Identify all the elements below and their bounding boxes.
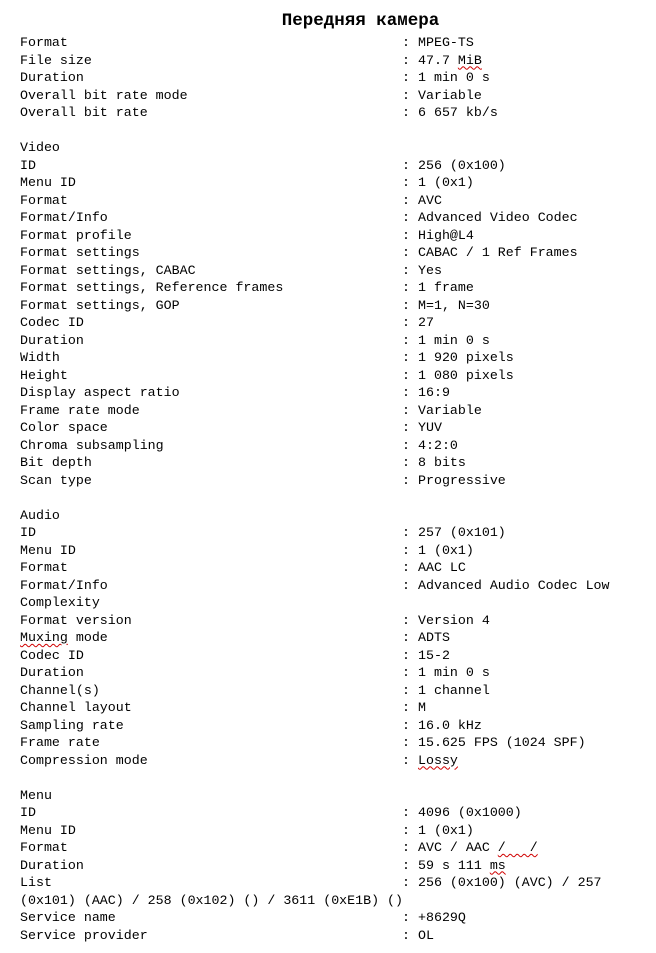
field-value: 1 min 0 s [418, 70, 490, 85]
field-key: Display aspect ratio [20, 385, 180, 400]
field-row-width [20, 349, 656, 367]
field-separator: : [402, 402, 410, 418]
field-value: Advanced Audio Codec Low [418, 577, 610, 593]
field-separator: : [402, 805, 410, 820]
field-row-compression-mode [20, 752, 656, 770]
field-value: 16.0 kHz [418, 717, 482, 733]
field-row-frame-rate-mode [20, 402, 656, 420]
field-key: Service provider [20, 927, 148, 943]
field-row-format-settings-reference-frames [20, 279, 656, 297]
field-row-duration [20, 857, 656, 875]
field-key: Menu ID [20, 542, 76, 558]
field-key: Scan type [20, 472, 92, 488]
field-row-frame-rate [20, 734, 656, 752]
field-value: 257 (0x101) [418, 525, 506, 540]
field-separator: : [402, 262, 410, 278]
field-key: ID [20, 157, 36, 173]
field-row-duration [20, 332, 656, 350]
field-row-duration [20, 69, 656, 87]
field-key: Format/Info [20, 577, 108, 593]
field-value: Yes [418, 262, 442, 278]
field-separator: : [402, 840, 410, 855]
field-value: 256 (0x100) (AVC) / 257 [418, 875, 602, 890]
field-value: 6 657 kb/s [418, 105, 498, 120]
media-info-document [20, 34, 656, 944]
field-row-sampling-rate [20, 717, 656, 735]
video-heading: Video [20, 140, 60, 155]
field-value: M=1, N=30 [418, 297, 490, 313]
menu-list-continuation: (0x101) (AAC) / 258 (0x102) () / 3611 (0xE1B) () [20, 892, 404, 908]
field-value: 16:9 [418, 385, 450, 400]
field-row-duration [20, 664, 656, 682]
field-value: CABAC / 1 Ref Frames [418, 245, 578, 260]
field-row-id [20, 524, 656, 542]
field-key: Format profile [20, 227, 132, 243]
field-row-overall-bit-rate [20, 104, 656, 122]
field-key: Width [20, 350, 60, 365]
field-row-format-info [20, 577, 656, 595]
field-separator: : [402, 210, 410, 225]
audio-section-b [20, 612, 656, 770]
field-key: Menu ID [20, 175, 76, 190]
field-row-id [20, 804, 656, 822]
field-separator: : [402, 280, 410, 295]
audio-heading: Audio [20, 507, 60, 523]
field-row-format [20, 34, 656, 52]
field-value: 1 min 0 s [418, 332, 490, 348]
field-value: Advanced Video Codec [418, 210, 578, 225]
field-separator: : [402, 105, 410, 120]
field-key: Overall bit rate [20, 105, 148, 120]
menu-section-a [20, 804, 656, 892]
field-key: Chroma subsampling [20, 437, 164, 453]
field-row-file-size [20, 52, 656, 70]
field-value: 1 (0x1) [418, 542, 474, 558]
field-value: Progressive [418, 472, 506, 488]
field-separator: : [402, 822, 410, 838]
field-separator: : [402, 175, 410, 190]
field-separator: : [402, 332, 410, 348]
field-key: Duration [20, 665, 84, 680]
field-key: Codec ID [20, 315, 84, 330]
field-row-scan-type [20, 472, 656, 490]
field-key: Bit depth [20, 455, 92, 470]
field-key: Format version [20, 612, 132, 628]
field-value: Lossy [418, 752, 458, 768]
field-value: OL [418, 927, 434, 943]
field-key: File size [20, 52, 92, 68]
field-key: Format [20, 840, 68, 855]
field-separator: : [402, 315, 410, 330]
field-separator: : [402, 700, 410, 715]
field-value: 8 bits [418, 455, 466, 470]
field-separator: : [402, 717, 410, 733]
field-separator: : [402, 70, 410, 85]
field-separator: : [402, 35, 410, 50]
field-row-codec-id [20, 314, 656, 332]
field-key: Overall bit rate mode [20, 87, 188, 103]
field-value: 1 min 0 s [418, 665, 490, 680]
audio-section-a [20, 524, 656, 594]
field-separator: : [402, 542, 410, 558]
field-value: 59 s 111 ms [418, 857, 506, 873]
field-key: Frame rate [20, 735, 100, 750]
field-separator: : [402, 577, 410, 593]
field-key: Sampling rate [20, 717, 124, 733]
field-value: 4096 (0x1000) [418, 805, 522, 820]
field-key: ID [20, 525, 36, 540]
field-key: Duration [20, 857, 84, 873]
field-row-format-profile [20, 227, 656, 245]
field-key: Channel(s) [20, 682, 100, 698]
field-key: Codec ID [20, 647, 84, 663]
field-row-format [20, 192, 656, 210]
field-separator: : [402, 157, 410, 173]
field-value: 1 920 pixels [418, 350, 514, 365]
field-row-overall-bit-rate-mode [20, 87, 656, 105]
field-row-format-settings [20, 244, 656, 262]
field-separator: : [402, 367, 410, 383]
field-row-chroma-subsampling [20, 437, 656, 455]
field-separator: : [402, 472, 410, 488]
field-value: 4:2:0 [418, 437, 458, 453]
field-key: Service name [20, 910, 116, 925]
field-key: Duration [20, 70, 84, 85]
field-key: Frame rate mode [20, 402, 140, 418]
audio-format-info-continuation: Complexity [20, 595, 100, 610]
field-key: Duration [20, 332, 84, 348]
field-key: Format settings [20, 245, 140, 260]
field-key: Format settings, Reference frames [20, 280, 284, 295]
field-value: High@L4 [418, 227, 474, 243]
field-value: AVC [418, 192, 442, 208]
field-separator: : [402, 630, 410, 645]
field-row-list [20, 874, 656, 892]
field-separator: : [402, 857, 410, 873]
field-key: Format [20, 192, 68, 208]
field-separator: : [402, 560, 410, 575]
field-row-service-name [20, 909, 656, 927]
field-row-menu-id [20, 174, 656, 192]
field-row-format [20, 559, 656, 577]
field-key: Format settings, CABAC [20, 262, 196, 278]
field-separator: : [402, 87, 410, 103]
field-separator: : [402, 612, 410, 628]
field-value: 27 [418, 315, 434, 330]
field-value: M [418, 700, 426, 715]
field-row-service-provider [20, 927, 656, 945]
field-row-height [20, 367, 656, 385]
field-value: 1 (0x1) [418, 822, 474, 838]
field-key: List [20, 875, 52, 890]
menu-heading: Menu [20, 787, 52, 803]
field-key: Height [20, 367, 68, 383]
field-separator: : [402, 682, 410, 698]
field-separator: : [402, 927, 410, 943]
field-key: Menu ID [20, 822, 76, 838]
field-separator: : [402, 455, 410, 470]
field-separator: : [402, 350, 410, 365]
field-separator: : [402, 525, 410, 540]
field-separator: : [402, 385, 410, 400]
field-value: YUV [418, 420, 442, 435]
field-row-format-info [20, 209, 656, 227]
field-value: Variable [418, 402, 482, 418]
field-separator: : [402, 665, 410, 680]
field-separator: : [402, 910, 410, 925]
field-row-color-space [20, 419, 656, 437]
field-value: 15.625 FPS (1024 SPF) [418, 735, 586, 750]
field-value: Version 4 [418, 612, 490, 628]
field-row-id [20, 157, 656, 175]
field-key: Format settings, GOP [20, 297, 180, 313]
field-value: 15-2 [418, 647, 450, 663]
field-separator: : [402, 192, 410, 208]
field-key: Format/Info [20, 210, 108, 225]
field-row-format-settings-gop [20, 297, 656, 315]
field-row-format-settings-cabac [20, 262, 656, 280]
field-key: Compression mode [20, 752, 148, 768]
field-value: 47.7 MiB [418, 52, 482, 68]
field-row-menu-id [20, 822, 656, 840]
field-row-channel-s [20, 682, 656, 700]
field-row-format-version [20, 612, 656, 630]
field-separator: : [402, 647, 410, 663]
field-key: Muxing mode [20, 630, 108, 645]
field-row-codec-id [20, 647, 656, 665]
field-separator: : [402, 52, 410, 68]
field-value: MPEG-TS [418, 35, 474, 50]
field-separator: : [402, 420, 410, 435]
field-key-word: Muxing [20, 630, 68, 645]
field-key: Format [20, 35, 68, 50]
field-key: ID [20, 805, 36, 820]
field-row-menu-id [20, 542, 656, 560]
field-key: Channel layout [20, 700, 132, 715]
field-value: Variable [418, 87, 482, 103]
field-row-muxing-mode [20, 629, 656, 647]
field-row-channel-layout [20, 699, 656, 717]
field-value: ADTS [418, 630, 450, 645]
field-value: 1 080 pixels [418, 367, 514, 383]
field-separator: : [402, 735, 410, 750]
field-separator: : [402, 875, 410, 890]
video-section [20, 157, 656, 490]
field-separator: : [402, 245, 410, 260]
field-key: Color space [20, 420, 108, 435]
field-separator: : [402, 227, 410, 243]
field-value: 256 (0x100) [418, 157, 506, 173]
field-row-format [20, 839, 656, 857]
field-separator: : [402, 437, 410, 453]
field-row-bit-depth [20, 454, 656, 472]
field-value: +8629Q [418, 910, 466, 925]
field-separator: : [402, 752, 410, 768]
document-title: Передняя камера [281, 11, 440, 31]
general-section [20, 34, 656, 122]
field-row-display-aspect-ratio [20, 384, 656, 402]
field-separator: : [402, 297, 410, 313]
field-value: 1 (0x1) [418, 175, 474, 190]
field-value: AVC / AAC / / [418, 840, 538, 855]
menu-section-b [20, 909, 656, 944]
field-value: 1 frame [418, 280, 474, 295]
field-key: Format [20, 560, 68, 575]
field-value: AAC LC [418, 560, 466, 575]
field-value: 1 channel [418, 682, 490, 698]
